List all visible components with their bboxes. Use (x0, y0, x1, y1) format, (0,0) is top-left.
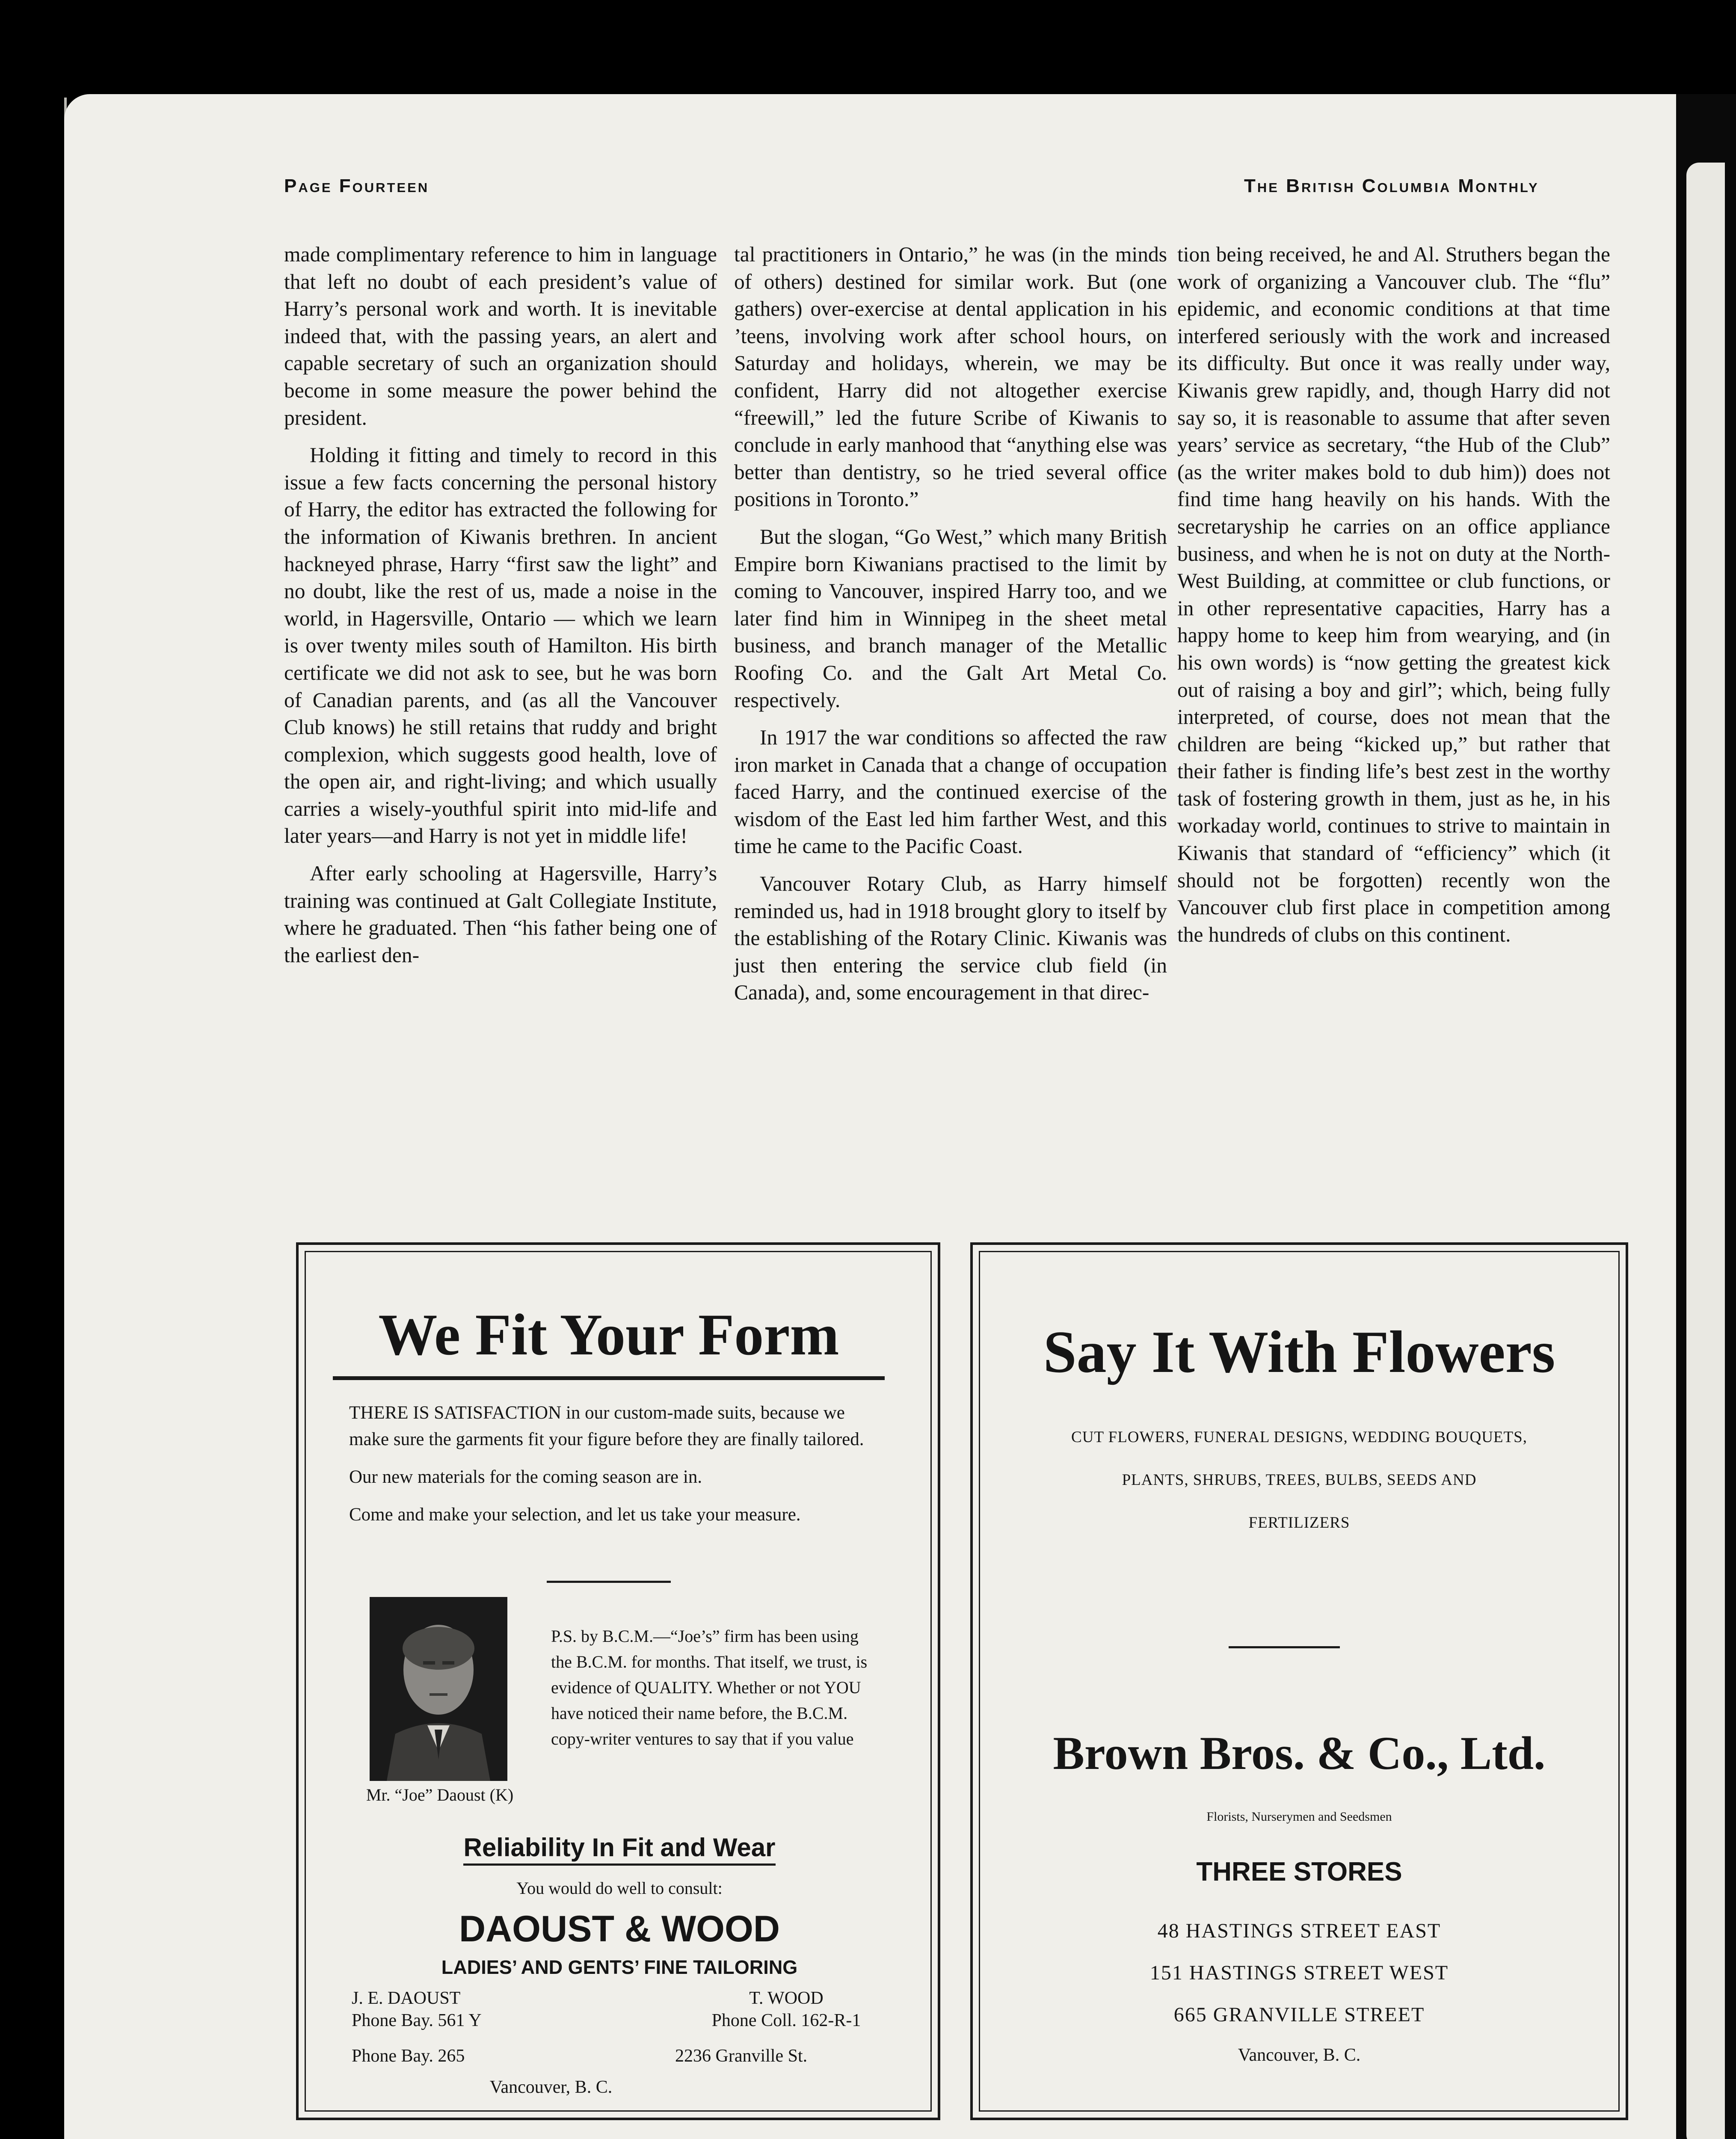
article-column-3 (1177, 241, 1610, 948)
paragraph: tal practitioners in Ontario,” he was (in the minds of others) destined for similar work. But (one gathers) over-exercise at dental application in his ’teens, involving work after school hours, on Saturday and holidays, wherein, we may be confident, Harry did not altogether exercise “freewill,” led the future Scribe of Kiwanis to conclude in early manhood that “anything else was better than dentistry, so he tried several office positions in Toronto.” (734, 243, 1167, 511)
product-list (1007, 1416, 1591, 1544)
photo-caption: Mr. “Joe” Daoust (K) (366, 1785, 514, 1804)
publication-title-header: The British Columbia Monthly (1244, 175, 1539, 196)
stores-heading: THREE STORES (1196, 1857, 1402, 1887)
street-address: 2236 Granville St. (675, 2046, 808, 2066)
paragraph: made complimentary reference to him in language that left no doubt of each president’s value of Harry’s personal work and worth. It is inevitable indeed that, with the passing years, an alert and capable secretary of such an organization should become in some measure the power behind the president. (284, 243, 717, 430)
divider-rule (1229, 1646, 1340, 1648)
product-line: FERTILIZERS (1248, 1514, 1350, 1532)
city-line: Vancouver, B. C. (489, 2077, 613, 2097)
contact-right (671, 1987, 902, 2032)
page-number-header: Page Fourteen (284, 175, 430, 196)
facing-page-sliver (1686, 163, 1725, 2139)
paragraph: Vancouver Rotary Club, as Harry himself reminded us, had in 1918 brought glory to itself by the establishing of the Rotary Clinic. Kiwanis was just then entering the service club field (in Canada), and, some encouragement in that direc- (734, 872, 1167, 1004)
contact-left (352, 1987, 608, 2032)
ad-paragraph: Come and make your selection, and let us take your measure. (349, 1505, 801, 1525)
store-address: 151 HASTINGS STREET WEST (1149, 1961, 1449, 1984)
product-line: CUT FLOWERS, FUNERAL DESIGNS, WEDDING BOUQUETS, (1071, 1428, 1527, 1446)
reliability-text: Reliability In Fit and Wear (463, 1833, 775, 1866)
second-phone: Phone Bay. 265 (352, 2046, 465, 2066)
postscript-text: P.S. by B.C.M.—“Joe’s” firm has been using the B.C.M. for months. That itself, we trust, is evidence of QUALITY. Whether or not YOU have noticed their name before, the B.C.M. copy-writer ventures to say that if you value (551, 1626, 868, 1748)
ad-headline: We Fit Your Form (333, 1301, 885, 1380)
city-line: Vancouver, B. C. (1238, 2045, 1361, 2065)
reliability-tagline (384, 1833, 855, 1862)
firm-subtitle: Florists, Nurserymen and Seedsmen (1206, 1810, 1392, 1824)
divider-rule (547, 1581, 671, 1583)
contact-phone: Phone Coll. 162-R-1 (711, 2011, 861, 2030)
tailor-advertisement (296, 1242, 940, 2120)
firm-name: DAOUST & WOOD (459, 1908, 780, 1949)
store-address: 665 GRANVILLE STREET (1173, 2003, 1425, 2026)
paragraph: Holding it fitting and timely to record in this issue a few facts concerning the personal history of Harry, the editor has extracted the following for the information of Kiwanis brethren. In ancient hackneyed phrase, Harry “first saw the light” and no doubt, like the rest of us, made a noise in the world, in Hagersville, Ontario — which we learn is over twenty miles south of Hamilton. His birth certificate we did not ask to see, but he was born of Canadian parents, and (as all the Vancouver Club knows) he still retains that ruddy and bright complexion, which suggests good health, love of the open air, and right-living; and which usually carries a wisely-youthful spirit into mid-life and later years—and Harry is not yet in middle life! (284, 443, 717, 848)
firm-specialty: LADIES’ AND GENTS’ FINE TAILORING (441, 1956, 798, 1978)
florist-advertisement (970, 1242, 1628, 2120)
ad-headline: Say It With Flowers (1043, 1319, 1555, 1385)
store-addresses (998, 1910, 1600, 2036)
paragraph: In 1917 the war conditions so affected the raw iron market in Canada that a change of occupation faced Harry, and the continued exercise of the wisdom of the East led him farther West, and this time he came to the Pacific Coast. (734, 726, 1167, 858)
article-column-2 (734, 241, 1167, 1006)
portrait-photo (370, 1597, 507, 1781)
ad-body (349, 1400, 871, 1539)
paragraph: tion being received, he and Al. Struthers began the work of organizing a Vancouver club. The “flu” epidemic, and economic conditions at that time interfered seriously with the work and increased its difficulty. But once it was really under way, Kiwanis grew rapidly, and, though Harry did not say so, it is reasonable to assume that after seven years’ service as secretary, “the Hub of the Club” (as the writer makes bold to dub him)) does not find time hang heavily on his hands. With the secretaryship he carries on an office appliance business, and when he is not on duty at the North-West Building, at committee or club functions, or in other representative capacities, Harry has a happy home to keep him from wearying, and (in his own words) is “now getting the greatest kick out of raising a boy and girl”; which, being fully interpreted, of course, does not mean that the children are being “kicked up,” but rather that their father is finding life’s best zest in the worthy task of fostering growth in them, just as he, in his workaday world, continues to strive to maintain in Kiwanis that standard of “efficiency” which (it should not be forgotten) recently won the Vancouver club first place in competition among the hundreds of clubs on this continent. (1177, 243, 1610, 946)
ad-paragraph: Our new materials for the coming season are in. (349, 1467, 702, 1487)
consult-line: You would do well to consult: (516, 1878, 723, 1898)
store-address: 48 HASTINGS STREET EAST (1157, 1920, 1441, 1942)
paragraph: After early schooling at Hagersville, Harry’s training was continued at Galt Collegiate Institute, where he graduated. Then “his father being one of the earliest den- (284, 862, 717, 967)
paragraph: But the slogan, “Go West,” which many British Empire born Kiwanians practised to the limit by coming to Vancouver, inspired Harry too, and we later find him in Winnipeg in the sheet metal business, and branch manager of the Metallic Roofing Co. and the Galt Art Metal Co. respectively. (734, 524, 1167, 712)
contact-name: J. E. DAOUST (352, 1988, 461, 2008)
product-line: PLANTS, SHRUBS, TREES, BULBS, SEEDS AND (1122, 1471, 1477, 1489)
article-column-1 (284, 241, 717, 969)
contact-name: T. WOOD (749, 1988, 824, 2008)
contact-phone: Phone Bay. 561 Y (352, 2011, 482, 2030)
firm-name: Brown Bros. & Co., Ltd. (1053, 1727, 1546, 1779)
ad-paragraph: THERE IS SATISFACTION in our custom-made suits, because we make sure the garments fit your figure before they are finally tailored. (349, 1403, 864, 1449)
